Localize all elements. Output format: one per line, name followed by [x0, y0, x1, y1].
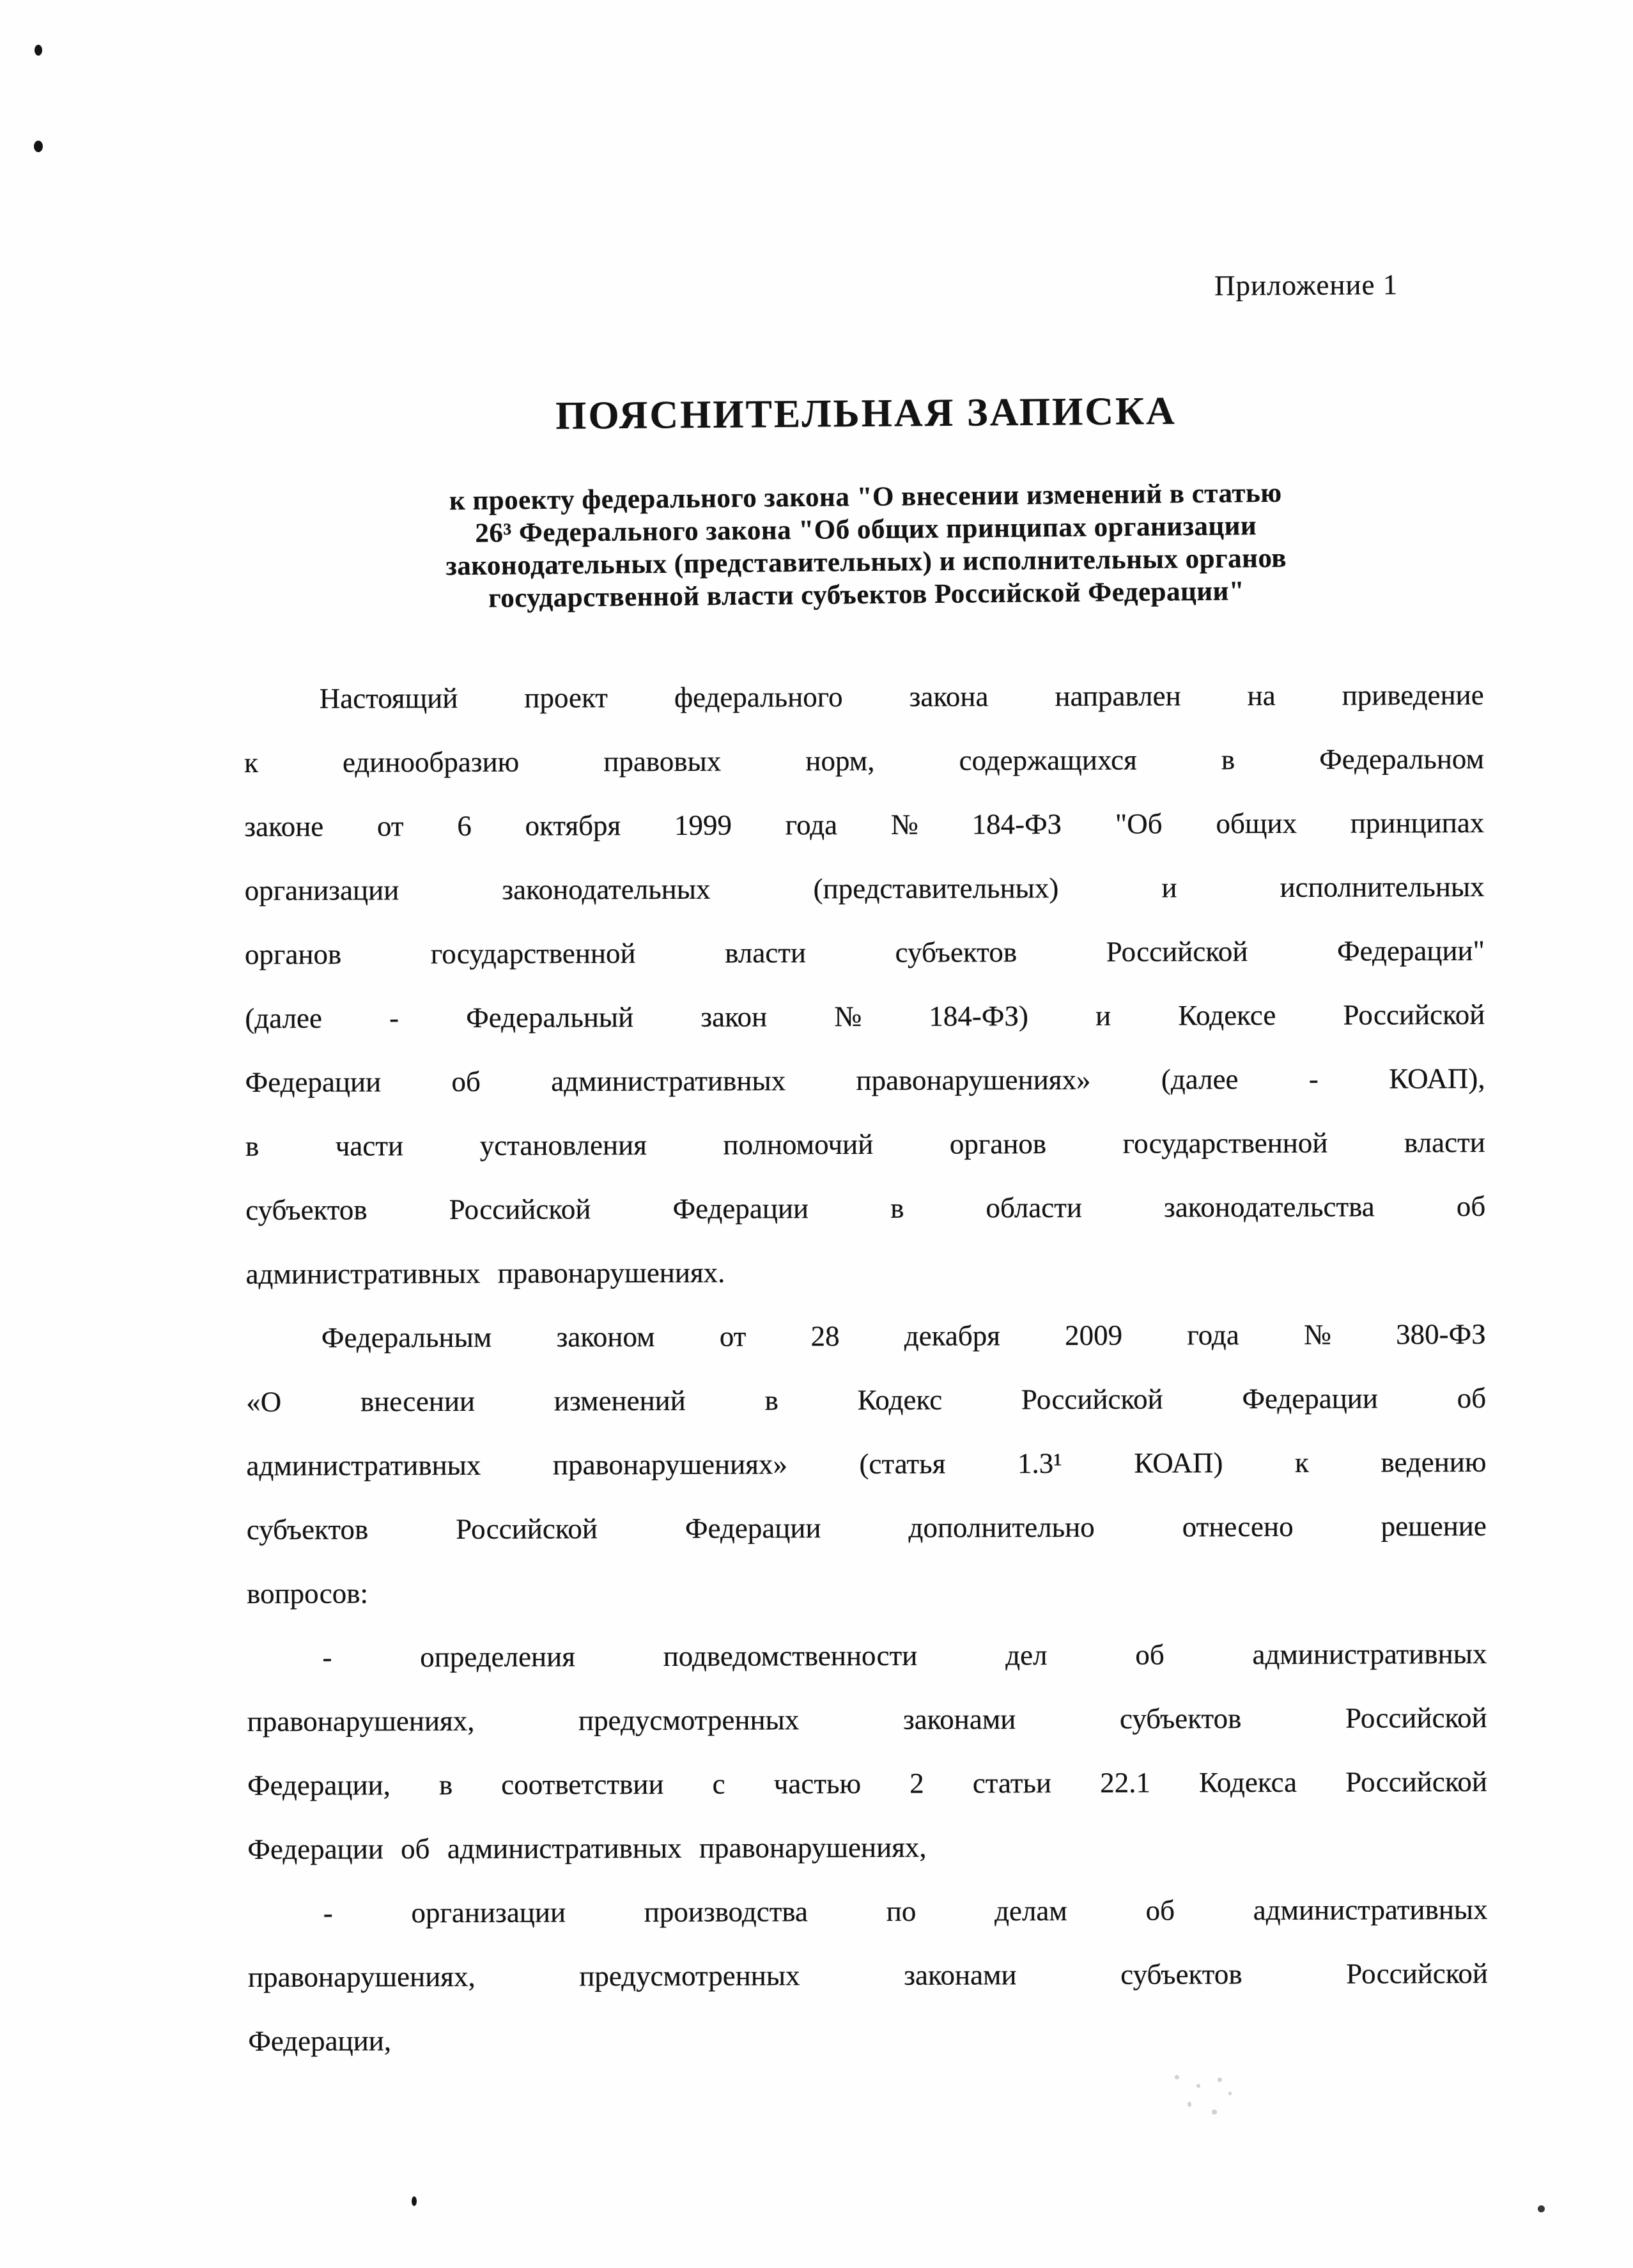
page-title: ПОЯСНИТЕЛЬНАЯ ЗАПИСКА	[555, 389, 1177, 438]
ink-speck	[412, 2196, 417, 2206]
subtitle-line: государственной власти субъектов Российской Федерации"	[488, 576, 1245, 614]
text-line: организации законодательных (представительных) и исполнительных	[244, 870, 1485, 907]
text-line: (далее - Федеральный закон № 184-ФЗ) и Кодексе Российской	[245, 998, 1485, 1035]
text-line: органов государственной власти субъектов Российской Федерации"	[244, 934, 1485, 971]
text-line: Федерации об административных правонарушениях» (далее - КОАП),	[245, 1062, 1485, 1099]
ink-speck	[1228, 2092, 1232, 2095]
body-text	[244, 663, 1489, 2073]
ink-speck	[1188, 2102, 1191, 2107]
text-line: Федерации, в соответствии с частью 2 статьи 22.1 Кодекса Российской	[247, 1765, 1488, 1802]
text-line: законе от 6 октября 1999 года № 184-ФЗ "Об общих принципах	[244, 806, 1485, 843]
text-line: административных правонарушениях.	[245, 1256, 725, 1291]
text-line: - организации производства по делам об административных	[323, 1893, 1488, 1929]
text-line: субъектов Российской Федерации в области законодательства об	[245, 1190, 1486, 1227]
ink-speck	[1218, 2078, 1222, 2082]
ink-speck	[1196, 2084, 1200, 2088]
text-line: субъектов Российской Федерации дополнительно отнесено решение	[246, 1509, 1487, 1546]
text-line: в части установления полномочий органов государственной власти	[245, 1126, 1485, 1163]
text-line: Настоящий проект федерального закона направлен на приведение	[319, 678, 1484, 715]
text-line: правонарушениях, предусмотренных законами субъектов Российской	[247, 1701, 1487, 1738]
annex-label: Приложение 1	[1214, 268, 1398, 302]
ink-speck	[34, 141, 43, 152]
ink-speck	[1212, 2109, 1217, 2115]
text-line: правонарушениях, предусмотренных законами субъектов Российской	[247, 1957, 1489, 1994]
text-line: вопросов:	[247, 1577, 369, 1610]
ink-speck	[1538, 2205, 1545, 2212]
text-line: Федерации об административных правонарушениях,	[247, 1831, 927, 1866]
subtitle-line: к проекту федерального закона "О внесении изменений в статью	[449, 478, 1282, 517]
text-line: Федеральным законом от 28 декабря 2009 года № 380-ФЗ	[321, 1317, 1486, 1354]
text-line: к единообразию правовых норм, содержащихся в Федеральном	[244, 742, 1485, 779]
subtitle-line: 26³ Федерального закона "Об общих принципах организации	[475, 511, 1257, 548]
subtitle-line: законодательных (представительных) и исполнительных органов	[445, 543, 1287, 582]
page-subtitle	[226, 474, 1506, 617]
text-line: - определения подведомственности дел об административных	[322, 1637, 1487, 1674]
text-line: административных правонарушениях» (статья 1.3¹ КОАП) к ведению	[246, 1445, 1487, 1482]
ink-speck	[35, 45, 42, 56]
ink-speck	[1175, 2075, 1179, 2079]
text-line: «О внесении изменений в Кодекс Российской Федерации об	[246, 1381, 1487, 1418]
text-line: Федерации,	[248, 2024, 392, 2058]
